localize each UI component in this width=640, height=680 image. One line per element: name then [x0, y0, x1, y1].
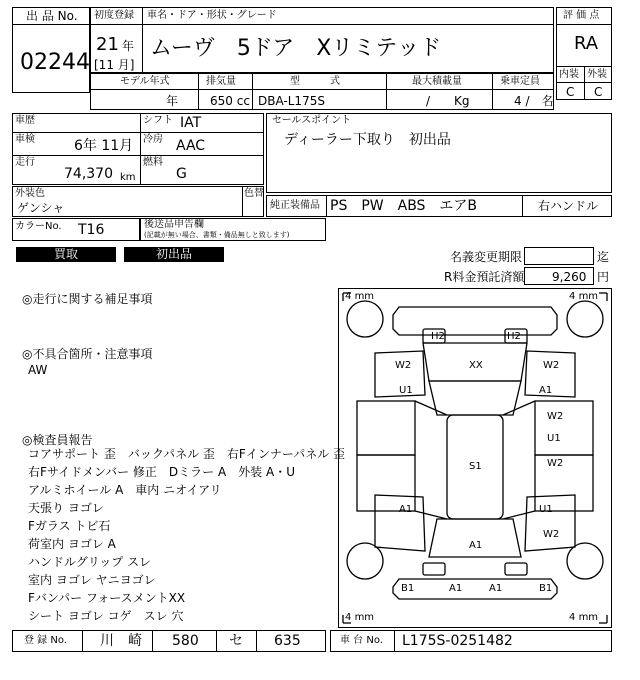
name-change-label: 名義変更期限 — [450, 250, 523, 264]
tire-rear-right — [567, 543, 603, 579]
capacity-label: 乗車定員 — [500, 76, 540, 87]
displacement-label: 排気量 — [206, 76, 236, 87]
car-outline — [339, 289, 611, 627]
registration-number: 635 — [274, 633, 301, 649]
fuel: G — [176, 166, 187, 182]
inspection-label: 車検 — [15, 134, 35, 145]
tire-rear-left — [347, 543, 383, 579]
defects: AW — [28, 363, 48, 377]
docs-note: (記載が無い場合、書類・備品無しと致します) — [144, 231, 290, 239]
exterior-color: ゲンシャ — [17, 201, 65, 215]
taillight-right — [505, 563, 527, 575]
exterior-grade: C — [594, 85, 603, 99]
registration-city: 川 崎 — [100, 633, 142, 649]
first-reg-month: [11 月] — [94, 58, 135, 72]
damage-mark: U1 — [399, 385, 413, 396]
grade-label: 評 価 点 — [563, 10, 600, 21]
capacity: 4 / 名 — [514, 94, 554, 108]
damage-mark: S1 — [469, 461, 482, 472]
name-change-unit: 迄 — [597, 250, 610, 264]
chassis-number: L175S-0251482 — [402, 633, 513, 649]
back-door — [429, 519, 521, 557]
report-line: コアサポート 歪 バックパネル 歪 右Fインナーパネル 歪 — [28, 447, 346, 461]
lot-number: 02244 — [20, 50, 90, 75]
model-type: DBA-L175S — [258, 94, 325, 108]
damage-mark: U1 — [547, 433, 561, 444]
report-line: Fガラス トビ石 — [28, 519, 111, 533]
docs-label: 後送品申告欄 — [144, 219, 204, 230]
report-line: シート ヨゴレ コゲ スレ 穴 — [28, 609, 184, 623]
damage-mark: U1 — [539, 504, 553, 515]
repaint-label: 色替 — [244, 188, 264, 199]
mileage-unit: km — [120, 172, 136, 183]
exterior-color-label: 外装色 — [15, 188, 45, 199]
air-conditioner: AAC — [176, 138, 206, 154]
tire-tread-rear-right: 4 mm — [569, 612, 599, 623]
damage-mark: A1 — [489, 583, 503, 594]
front-door-left — [357, 401, 415, 455]
registration-class: 580 — [172, 633, 199, 649]
tire-tread-front-left: 4 mm — [345, 291, 375, 302]
damage-mark: H2 — [431, 331, 445, 342]
color-no-label: カラーNo. — [15, 221, 62, 232]
car-name-label: 車名・ドア・形状・グレード — [147, 10, 277, 21]
damage-mark: A1 — [539, 385, 553, 396]
rear-bumper — [393, 579, 557, 599]
driving-notes-title: ◎走行に関する補足事項 — [22, 292, 153, 306]
inspection: 6年 11月 — [74, 138, 134, 154]
sales-point: ディーラー下取り 初出品 — [284, 132, 451, 148]
damage-mark: W2 — [547, 458, 564, 469]
mileage: 74,370 — [64, 166, 113, 182]
max-load: / Kg — [426, 94, 470, 108]
damage-diagram — [338, 288, 612, 628]
recycle-fee: 9,260 — [552, 270, 587, 284]
damage-mark: B1 — [401, 583, 415, 594]
damage-mark: H2 — [507, 331, 521, 342]
steering-side: 右ハンドル — [538, 199, 599, 213]
tire-tread-front-right: 4 mm — [569, 291, 599, 302]
color-no: T16 — [78, 222, 105, 238]
report-line: Fバンパー フォースメントXX — [28, 591, 186, 605]
auction-grade: RA — [574, 33, 599, 54]
damage-mark: B1 — [539, 583, 553, 594]
damage-mark: W2 — [543, 529, 560, 540]
recycle-fee-label: R料金預託済額 — [444, 270, 525, 284]
front-door-right — [535, 401, 593, 455]
taillight-left — [423, 563, 445, 575]
car-name: ムーヴ 5ドア Xリミテッド — [150, 36, 442, 61]
recycle-fee-unit: 円 — [597, 270, 610, 284]
model-year-label: モデル年式 — [120, 76, 170, 87]
tire-front-left — [347, 301, 383, 337]
tire-tread-rear-left: 4 mm — [345, 612, 375, 623]
report-line: 右Fサイドメンバー 修正 Dミラー A 外装 A・U — [28, 465, 295, 479]
standard-equipment-label: 純正装備品 — [270, 200, 320, 211]
first-listing-label: 初出品 — [124, 247, 224, 262]
windshield — [429, 381, 521, 415]
first-reg-year-unit: 年 — [122, 39, 135, 53]
damage-mark: W2 — [547, 411, 564, 422]
registration-label: 登 録 No. — [24, 635, 67, 646]
registration-kana: セ — [229, 633, 243, 649]
defects-title: ◎不具合箇所・注意事項 — [22, 347, 153, 361]
mileage-label: 走行 — [15, 157, 35, 168]
report-line: 荷室内 ヨゴレ A — [28, 537, 116, 551]
lot-label: 出 品 No. — [26, 9, 78, 23]
first-reg-label: 初度登録 — [94, 10, 134, 21]
max-load-label: 最大積載量 — [412, 76, 462, 87]
damage-mark: A1 — [399, 504, 413, 515]
damage-mark: A1 — [469, 540, 483, 551]
sales-point-label: セールスポイント — [272, 115, 352, 126]
name-change-box — [524, 247, 594, 265]
buy-label: 買取 — [16, 247, 116, 262]
report-line: アルミホイール A 車内 ニオイアリ — [28, 483, 222, 497]
interior-grade: C — [566, 85, 575, 99]
standard-equipment: PS PW ABS エアB — [330, 198, 478, 214]
displacement: 650 cc — [210, 94, 250, 108]
damage-mark: A1 — [449, 583, 463, 594]
damage-mark: XX — [469, 360, 483, 371]
inspector-report-title: ◎検査員報告 — [22, 433, 93, 447]
model-year: 年 — [166, 94, 179, 108]
report-line: 室内 ヨゴレ ヤニヨゴレ — [28, 573, 156, 587]
report-line: ハンドルグリップ スレ — [28, 555, 152, 569]
history-box — [12, 113, 264, 185]
shift-label: シフト — [143, 115, 173, 126]
front-bumper — [393, 307, 557, 335]
shift: IAT — [180, 115, 202, 131]
ac-label: 冷房 — [143, 134, 163, 145]
first-reg-year: 21 — [96, 34, 119, 55]
fuel-label: 燃料 — [143, 157, 163, 168]
report-line: 天張り ヨゴレ — [28, 501, 104, 515]
damage-mark: W2 — [395, 360, 412, 371]
history-label: 車歴 — [15, 115, 35, 126]
exterior-label: 外装 — [587, 69, 607, 80]
damage-mark: W2 — [543, 360, 560, 371]
interior-label: 内装 — [559, 69, 579, 80]
type-label: 型 式 — [290, 76, 340, 87]
rear-door-left — [357, 455, 415, 511]
chassis-label: 車 台 No. — [340, 635, 383, 646]
rear-door-right — [535, 455, 593, 511]
tire-front-right — [567, 301, 603, 337]
